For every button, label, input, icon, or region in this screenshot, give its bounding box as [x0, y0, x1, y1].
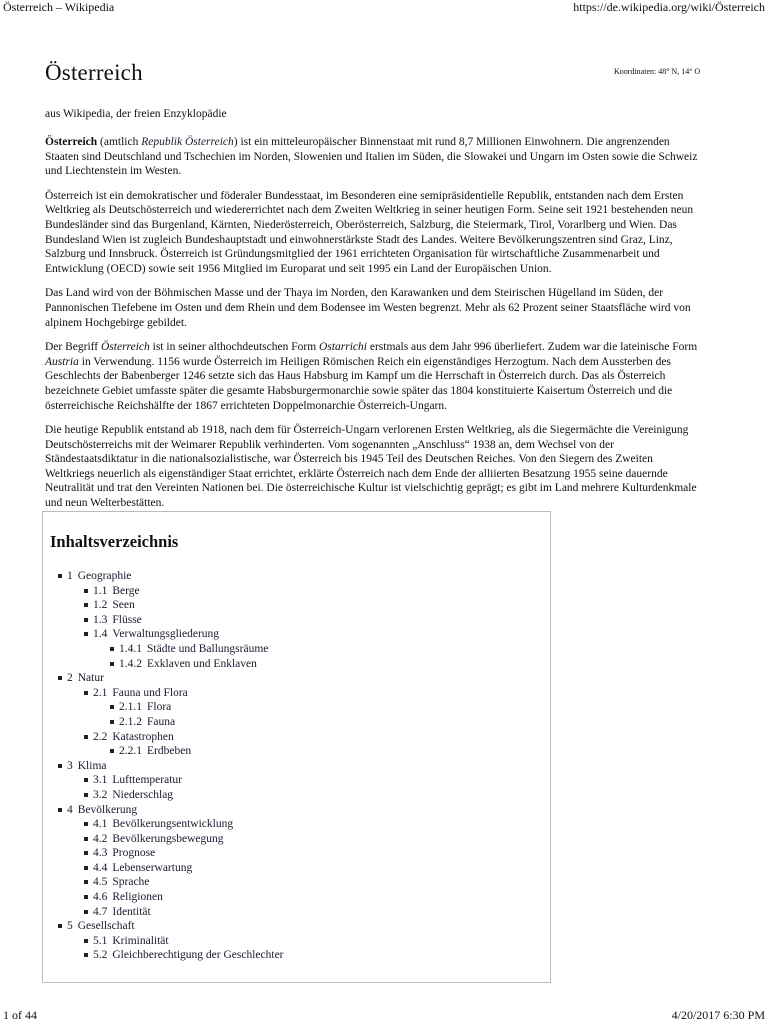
term-ostarrichi: Ostarrichi	[319, 341, 367, 354]
toc-item-4-6	[77, 890, 284, 905]
toc-number: 2.1	[93, 686, 108, 699]
p4-b: ist in seiner althochdeutschen Form	[149, 341, 320, 354]
toc-link-5-1[interactable]	[77, 934, 284, 949]
toc-item-1-4-2	[103, 657, 284, 672]
intro-paragraph-4	[45, 340, 705, 413]
toc-link-1-4-1[interactable]	[103, 642, 284, 657]
article-body	[45, 135, 705, 521]
toc-label: Bevölkerung	[77, 803, 138, 816]
toc-label: Exklaven und Enklaven	[147, 657, 257, 670]
toc-item-1-2	[77, 598, 284, 613]
toc-link-4-2[interactable]	[77, 832, 284, 847]
toc-item-3-1	[77, 773, 284, 788]
term-austria: Austria	[45, 355, 79, 368]
toc-label: Religionen	[112, 891, 163, 904]
p4-d: in Verwendung. 1156 wurde Österreich im Heiligen Römischen Reich ein eigenständiges Herzogtum. Nach dem Aussterben des Geschlechts der Babenberger 1246 setzte sich das Haus Habsburg im Kampf um die Herrschaft in Österreich durch. Das als Österreich bezeichnete Gebiet umfasste später die gesamte Habsburgermonarchie sowie später das 1804 konstituierte Kaisertum Österreich und die österreichische Reichshälfte der 1867 errichteten Doppelmonarchie Österreich-Ungarn.	[45, 355, 673, 412]
toc-label: Gesellschaft	[77, 920, 135, 933]
toc-label: Seen	[112, 599, 135, 612]
term-oesterreich: Österreich	[101, 341, 150, 354]
toc-label: Geographie	[77, 570, 132, 582]
toc-number: 1.4	[93, 628, 108, 641]
p1-pre: (amtlich	[97, 136, 142, 148]
toc-label: Sprache	[112, 876, 150, 889]
toc-link-2-1-1[interactable]	[103, 700, 284, 715]
toc-link-2-2-1[interactable]	[103, 744, 284, 759]
toc-label: Klima	[77, 759, 107, 772]
toc-item-2-2	[77, 730, 284, 759]
toc-label: Fauna	[147, 715, 176, 728]
toc-item-1-1	[77, 584, 284, 599]
toc-link-4-1[interactable]	[77, 817, 284, 832]
toc-label: Lebenserwartung	[112, 861, 193, 874]
toc-number: 4.2	[93, 832, 108, 845]
toc-sublist	[103, 642, 284, 671]
toc-item-4-5	[77, 875, 284, 890]
coordinates[interactable]: Koordinaten: 48° N, 14° O	[614, 67, 701, 76]
toc-number: 1.4.1	[119, 642, 142, 655]
toc-item-4-4	[77, 861, 284, 876]
toc-item-5	[51, 919, 284, 963]
toc-link-1-2[interactable]	[77, 598, 284, 613]
toc-number: 4.5	[93, 876, 108, 889]
toc-link-2-1-2[interactable]	[103, 715, 284, 730]
toc-link-1-1[interactable]	[77, 584, 284, 599]
toc-link-4-5[interactable]	[77, 875, 284, 890]
toc-item-3	[51, 759, 284, 803]
toc-label: Katastrophen	[112, 730, 174, 743]
p1-post: ) ist ein mitteleuropäischer Binnenstaat mit rund 8,7 Millionen Einwohnern. Die angrenzenden Staaten sind Deutschland und Tschechien im Norden, Slowenien und Italien im Süden, die Slowakei und Ungarn im Osten sowie die Schweiz und Liechtenstein im Westen.	[45, 136, 698, 178]
toc-link-5-2[interactable]	[77, 948, 284, 963]
toc-item-4	[51, 803, 284, 920]
toc-label: Bevölkerungsentwicklung	[112, 818, 234, 831]
toc-link-3[interactable]	[51, 759, 284, 774]
p4-a: Der Begriff	[45, 341, 101, 354]
toc-title: Inhaltsverzeichnis	[50, 532, 179, 551]
toc-link-4-4[interactable]	[77, 861, 284, 876]
toc-number: 2.1.1	[119, 701, 142, 714]
toc-number: 3.1	[93, 774, 108, 787]
toc-link-3-1[interactable]	[77, 773, 284, 788]
toc-number: 5.1	[93, 934, 108, 947]
toc-item-4-7	[77, 905, 284, 920]
toc-label: Lufttemperatur	[112, 774, 182, 787]
toc-link-4-6[interactable]	[77, 890, 284, 905]
toc-number: 2	[67, 672, 73, 685]
toc-label: Natur	[77, 672, 104, 685]
toc-label: Flora	[147, 701, 172, 714]
toc-link-1[interactable]	[51, 569, 284, 584]
toc-label: Identität	[112, 905, 151, 918]
toc-item-4-2	[77, 832, 284, 847]
lead-term: Österreich	[45, 136, 98, 148]
toc-label: Gleichberechtigung der Geschlechter	[112, 949, 284, 962]
toc-number: 1	[67, 570, 73, 582]
toc-number: 1.2	[93, 599, 108, 612]
toc-item-1-4-1	[103, 642, 284, 657]
print-datetime: 4/20/2017 6:30 PM	[671, 1008, 765, 1022]
toc-label: Verwaltungsgliederung	[112, 628, 220, 641]
toc-label: Bevölkerungsbewegung	[112, 832, 224, 845]
toc-item-5-2	[77, 948, 284, 963]
toc-number: 2.1.2	[119, 715, 142, 728]
toc-item-1	[51, 569, 284, 671]
toc-label: Prognose	[112, 847, 156, 860]
toc-sublist	[77, 934, 284, 963]
toc-number: 3	[67, 759, 73, 772]
intro-paragraph-2: Österreich ist ein demokratischer und föderaler Bundesstaat, im Besonderen eine semipräsidentielle Republik, entstanden nach dem Ersten Weltkrieg als Deutschösterreich und wiedererrichtet nach dem Zweiten Weltkrieg in seiner heutigen Form. Seine seit 1921 bestehenden neun Bundesländer sind das Burgenland, Kärnten, Niederösterreich, Oberösterreich, Salzburg, die Steiermark, Tirol, Vorarlberg und Wien. Das Bundesland Wien ist zugleich Bundeshauptstadt und einwohnerstärkste Stadt des Landes. Weitere Bevölkerungszentren sind Graz, Linz, Salzburg und Innsbruck. Österreich ist Gründungsmitglied der 1961 errichteten Organisation für wirtschaftliche Zusammenarbeit und Entwicklung (OECD) sowie seit 1956 Mitglied im Europarat und seit 1995 ein Land der Europäischen Union.	[45, 189, 694, 275]
toc-label: Kriminalität	[112, 934, 169, 947]
print-header-title: Österreich – Wikipedia	[3, 0, 115, 14]
print-header	[0, 0, 768, 18]
intro-paragraph-3: Das Land wird von der Böhmischen Masse und der Thaya im Norden, den Karawanken und dem Steirischen Hügelland im Süden, der Pannonischen Tiefebene im Osten und dem Rhein und dem Bodensee im Westen begrenzt. Mehr als 62 Prozent seiner Staatsfläche wird von alpinem Hochgebirge gebildet.	[45, 287, 691, 329]
toc-sublist	[77, 773, 284, 802]
toc-link-4[interactable]	[51, 803, 284, 818]
toc-link-2-2[interactable]	[77, 730, 284, 745]
toc-link-2[interactable]	[51, 671, 284, 686]
print-footer	[0, 1008, 768, 1024]
toc-link-4-3[interactable]	[77, 846, 284, 861]
toc-item-3-2	[77, 788, 284, 803]
toc-number: 4.1	[93, 818, 108, 831]
toc-label: Erdbeben	[147, 745, 192, 758]
toc-sublist	[77, 817, 284, 919]
toc-link-5[interactable]	[51, 919, 284, 934]
toc-link-4-7[interactable]	[77, 905, 284, 920]
toc-item-2-1	[77, 686, 284, 730]
table-of-contents	[42, 511, 551, 983]
toc-item-2-1-1	[103, 700, 284, 715]
toc-number: 4.3	[93, 847, 108, 860]
toc-sublist	[77, 686, 284, 759]
toc-link-2-1[interactable]	[77, 686, 284, 701]
intro-paragraph-1	[45, 135, 705, 179]
p4-c: erstmals aus dem Jahr 996 überliefert. Zudem war die lateinische Form	[366, 341, 698, 354]
republik-oesterreich-link[interactable]: Republik Österreich	[141, 136, 234, 148]
toc-number: 4.4	[93, 861, 108, 874]
toc-link-1-4-2[interactable]	[103, 657, 284, 672]
toc-label: Niederschlag	[112, 788, 174, 801]
toc-number: 4	[67, 803, 73, 816]
toc-number: 1.3	[93, 613, 108, 626]
toc-number: 2.2.1	[119, 745, 142, 758]
toc-number: 4.7	[93, 905, 108, 918]
toc-link-1-4[interactable]	[77, 627, 284, 642]
toc-label: Städte und Ballungsräume	[147, 642, 269, 655]
print-header-url[interactable]: https://de.wikipedia.org/wiki/Österreich	[573, 0, 765, 14]
toc-list	[51, 569, 284, 963]
toc-label: Flüsse	[112, 613, 142, 626]
toc-item-4-3	[77, 846, 284, 861]
toc-item-2-2-1	[103, 744, 284, 759]
toc-number: 5.2	[93, 949, 108, 962]
toc-item-1-4	[77, 627, 284, 671]
page-title: Österreich	[45, 60, 143, 85]
toc-item-2-1-2	[103, 715, 284, 730]
page-counter: 1 of 44	[3, 1008, 37, 1022]
toc-sublist	[103, 744, 284, 759]
toc-sublist	[103, 700, 284, 729]
toc-link-3-2[interactable]	[77, 788, 284, 803]
toc-item-2	[51, 671, 284, 759]
article-subtitle: aus Wikipedia, der freien Enzyklopädie	[45, 108, 227, 120]
toc-label: Berge	[112, 584, 140, 597]
toc-number: 1.1	[93, 584, 108, 597]
toc-item-5-1	[77, 934, 284, 949]
toc-number: 1.4.2	[119, 657, 142, 670]
toc-item-4-1	[77, 817, 284, 832]
toc-sublist	[77, 584, 284, 672]
toc-label: Fauna und Flora	[112, 686, 188, 699]
toc-number: 2.2	[93, 730, 108, 743]
toc-link-1-3[interactable]	[77, 613, 284, 628]
toc-number: 5	[67, 920, 73, 933]
toc-number: 4.6	[93, 891, 108, 904]
toc-number: 3.2	[93, 788, 108, 801]
intro-paragraph-5: Die heutige Republik entstand ab 1918, nach dem für Österreich-Ungarn verlorenen Ersten Weltkrieg, als die Siegermächte die Vereinigung Deutschösterreichs mit der Weimarer Republik verhinderten. Vom sogenannten „Anschluss“ 1938 an, dem Wechsel von der Ständestaatsdiktatur in die nationalsozialistische, war Österreich bis 1945 Teil des Deutschen Reiches. Von den Siegern des Zweiten Weltkriegs neuerlich als eigenständiger Staat errichtet, erklärte Österreich nach dem Ende der alliierten Besatzung 1955 seine dauernde Neutralität und trat den Vereinten Nationen bei. Die österreichische Kultur ist vielschichtig geprägt; es gibt im Land mehrere Kulturdenkmale und neun Welterbestätten.	[45, 424, 697, 510]
toc-item-1-3	[77, 613, 284, 628]
